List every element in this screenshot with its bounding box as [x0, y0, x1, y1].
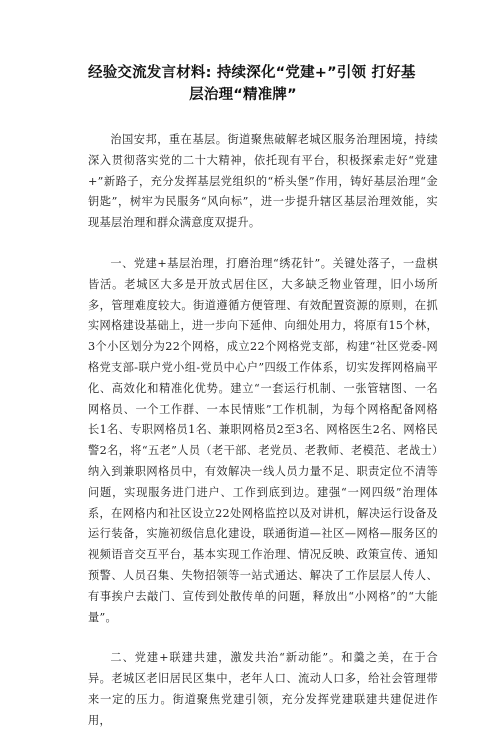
title-line-1: 经验交流发言材料: 持续深化“党建+”引领 打好基 [88, 65, 416, 81]
paragraph-section-1: 一、党建+基层治理，打磨治理“绣花针”。关键处落子，一盘棋皆活。老城区大多是开放式居住区，大多缺乏物业管理，旧小场所多，管理难度较大。街道遵循方便管理、有效配置资源的原则，在抓实网格建设基础上，进一步向下延伸、向细处用力，将原有15个林，3个小区划分为22个网格，成立22个网格党支部，构建“社区党委-网格党支部-联户党小组-党员中心户”四级工作体系，切实发挥网格扁平化、高效化和精准化优势。建立“一套运行机制、一张管辖图、一名网格员、一个工作群、一本民情账”工作机制，为每个网格配备网格长1名、专职网格员1名、兼职网格员2至3名、网格医生2名、网格民警2名，将“五老”人员（老干部、老党员、老教师、老模范、老战士）纳入到兼职网格员中，有效解决一线人员力量不足、职责定位不清等问题，实现服务进门进户、工作到底到边。建强“一网四级”治理体系，在网格内和社区设立22处网格监控以及对讲机，解决运行设备及运行装备，实施初级信息化建设，联通街道—社区—网格—服务区的视频语音交互平台，基本实现工作治理、情况反映、政策宣传、通知预警、人员召集、失物招领等一站式通达、解决了工作层层人传人、有事挨户去敲门、宣传到处散传单的问题，释放出“小网格”的“大能量”。 [88, 256, 438, 624]
paragraph-intro: 治国安邦，重在基层。街道聚焦破解老城区服务治理困境，持续深入贯彻落实党的二十大精神，依托现有平台，积极探索走好“党建+”新路子，充分发挥基层党组织的“桥头堡”作用，铸好基层治理“金钥匙”，树牢为民服务“风向标”，进一步提升辖区基层治理效能，实现基层治理和群众满意度双提升。 [88, 133, 438, 230]
document-title [88, 62, 438, 106]
paragraph-section-2: 二、党建+联建共建，激发共治“新动能”。和羹之美，在于合异。老城区老旧居民区集中，老年人口、流动人口多，给社会管理带来一定的压力。街道聚焦党建引领，充分发挥党建联建共建促进作用， [88, 651, 438, 727]
title-line-2: 层治理“精准牌” [189, 87, 297, 103]
